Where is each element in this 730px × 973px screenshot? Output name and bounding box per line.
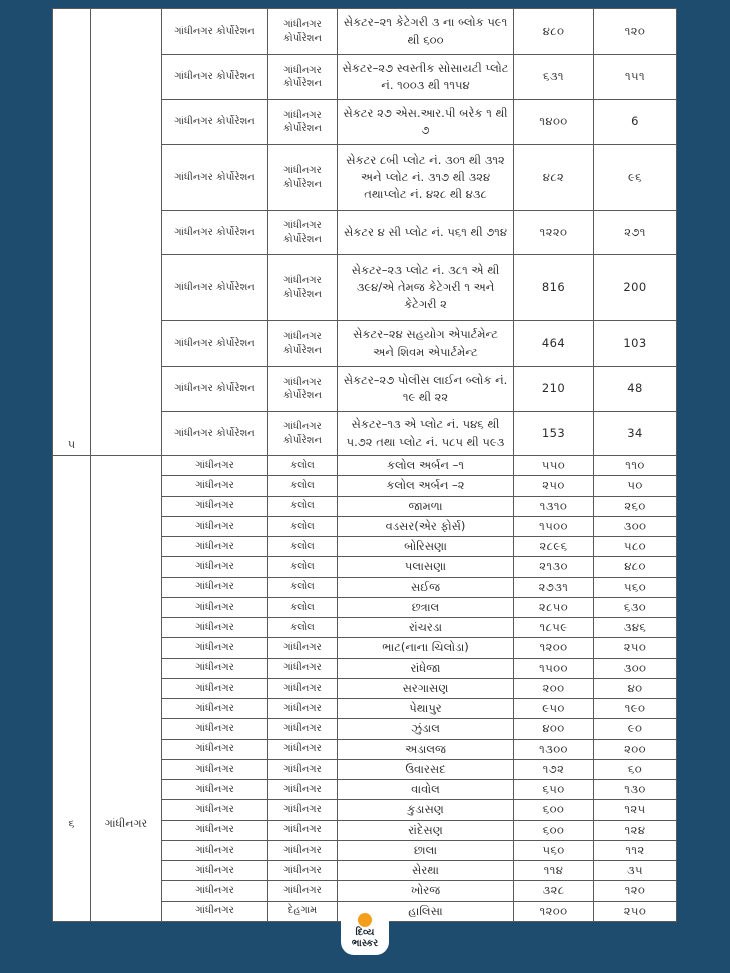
logo-text-line1: દિવ્ય	[355, 926, 375, 938]
value1-cell: ૪૦૦	[514, 719, 594, 739]
subdivision-cell: ગાંધીનગર કોર્પોરેશન	[268, 321, 338, 367]
area-name-cell: ખોરજ	[338, 881, 514, 901]
taluka-cell: ગાંધીનગર	[162, 638, 268, 658]
taluka-cell: ગાંધીનગર	[162, 577, 268, 597]
serial-number-cell: ૫	[53, 9, 91, 456]
area-name-cell: કલોલ અર્બન –૨	[338, 476, 514, 496]
taluka-cell: ગાંધીનગર	[162, 719, 268, 739]
sun-icon	[358, 913, 372, 927]
subdivision-cell: ગાંધીનગર	[268, 881, 338, 901]
table-row	[53, 456, 677, 476]
value1-cell: ૧૨૨૦	[514, 211, 594, 255]
subdivision-cell: કલોલ	[268, 618, 338, 638]
value1-cell: ૨૭૩૧	[514, 577, 594, 597]
value1-cell: ૨૧૩૦	[514, 557, 594, 577]
subdivision-cell: કલોલ	[268, 597, 338, 617]
area-name-cell: છાલા	[338, 840, 514, 860]
taluka-cell: ગાંધીનગર	[162, 820, 268, 840]
taluka-cell: ગાંધીનગર	[162, 840, 268, 860]
taluka-cell: ગાંધીનગર	[162, 739, 268, 759]
taluka-cell: ગાંધીનગર	[162, 557, 268, 577]
area-name-cell: પેથાપુર	[338, 699, 514, 719]
value2-cell: 200	[594, 255, 677, 321]
divya-bhaskar-logo	[341, 907, 389, 955]
area-name-cell: સેકટર–૧૩ એ પ્લોટ નં. પ૪૬ થી પ.૭૨ તથા પ્લોટ નં. પ૮પ થી પ૯૩	[338, 412, 514, 456]
serial-number-cell: ૬	[53, 456, 91, 922]
value1-cell: ૧૪૦૦	[514, 100, 594, 145]
value2-cell: ૧૧૨	[594, 840, 677, 860]
value1-cell: ૨૦૦	[514, 678, 594, 698]
subdivision-cell: ગાંધીનગર કોર્પોરેશન	[268, 55, 338, 100]
taluka-cell: ગાંધીનગર	[162, 901, 268, 921]
value2-cell: ૪૦	[594, 678, 677, 698]
value1-cell: ૬૫૦	[514, 780, 594, 800]
taluka-cell: ગાંધીનગર	[162, 658, 268, 678]
taluka-cell: ગાંધીનગર	[162, 759, 268, 779]
value1-cell: ૧૨૦૦	[514, 901, 594, 921]
value2-cell: ૬૩૦	[594, 597, 677, 617]
area-name-cell: જામળા	[338, 496, 514, 516]
subdivision-cell: ગાંધીનગર	[268, 861, 338, 881]
value1-cell: ૧૩૧૦	[514, 496, 594, 516]
value2-cell: 6	[594, 100, 677, 145]
value2-cell: ૪૮૦	[594, 557, 677, 577]
subdivision-cell: કલોલ	[268, 496, 338, 516]
value1-cell: ૧૫૦૦	[514, 658, 594, 678]
value1-cell: ૧૨૦૦	[514, 638, 594, 658]
value2-cell: ૯૦	[594, 719, 677, 739]
subdivision-cell: કલોલ	[268, 456, 338, 476]
value2-cell: 48	[594, 367, 677, 412]
value1-cell: ૧૮૫૯	[514, 618, 594, 638]
value2-cell: 103	[594, 321, 677, 367]
area-name-cell: સેકટર–૨૪ સહયોગ એપાર્ટમેન્ટ અને શિવમ એપાર્ટમેન્ટ	[338, 321, 514, 367]
value1-cell: ૧૭૨	[514, 759, 594, 779]
value1-cell: ૩૨૮	[514, 881, 594, 901]
taluka-cell: ગાંધીનગર	[162, 800, 268, 820]
table-document	[52, 8, 677, 922]
value2-cell: ૫૮૦	[594, 537, 677, 557]
subdivision-cell: ગાંધીનગર	[268, 638, 338, 658]
area-name-cell: અડાલજ	[338, 739, 514, 759]
subdivision-cell: ગાંધીનગર કોર્પોરેશન	[268, 367, 338, 412]
area-name-cell: સરગાસણ	[338, 678, 514, 698]
taluka-cell: ગાંધીનગર કોર્પોરેશન	[162, 321, 268, 367]
value2-cell: ૨૫૦	[594, 638, 677, 658]
value1-cell: ૪૮૦	[514, 9, 594, 55]
area-name-cell: વડસર(એર ફોર્સ)	[338, 516, 514, 536]
subdivision-cell: ગાંધીનગર	[268, 780, 338, 800]
taluka-cell: ગાંધીનગર કોર્પોરેશન	[162, 211, 268, 255]
area-name-cell: કલોલ અર્બન –૧	[338, 456, 514, 476]
taluka-cell: ગાંધીનગર	[162, 476, 268, 496]
value2-cell: ૨૬૦	[594, 496, 677, 516]
value2-cell: ૧૨૦	[594, 9, 677, 55]
area-name-cell: રાંદેસણ	[338, 820, 514, 840]
subdivision-cell: ગાંધીનગર	[268, 840, 338, 860]
taluka-cell: ગાંધીનગર કોર્પોરેશન	[162, 9, 268, 55]
taluka-cell: ગાંધીનગર કોર્પોરેશન	[162, 367, 268, 412]
value1-cell: 464	[514, 321, 594, 367]
value2-cell: ૧૧૦	[594, 456, 677, 476]
area-name-cell: રાંચરડા	[338, 618, 514, 638]
area-name-cell: કુડાસણ	[338, 800, 514, 820]
taluka-cell: ગાંધીનગર કોર્પોરેશન	[162, 412, 268, 456]
value1-cell: ૪૮૨	[514, 145, 594, 211]
area-name-cell: ભાટ(નાના ચિલોડા)	[338, 638, 514, 658]
value2-cell: ૧૨૪	[594, 820, 677, 840]
subdivision-cell: ગાંધીનગર	[268, 759, 338, 779]
district-cell	[91, 9, 162, 456]
taluka-cell: ગાંધીનગર	[162, 699, 268, 719]
area-name-cell: સેકટર ૮બી પ્લોટ નં. ૩૦૧ થી ૩૧૨ અને પ્લોટ નં. ૩૧૭ થી ૩૨૪ તથાપ્લોટ નં. ૪૨૮ થી ૪૩૮	[338, 145, 514, 211]
taluka-cell: ગાંધીનગર	[162, 678, 268, 698]
value1-cell: ૫૬૦	[514, 840, 594, 860]
value1-cell: ૬૩૧	[514, 55, 594, 100]
value1-cell: ૧૧૪	[514, 861, 594, 881]
taluka-cell: ગાંધીનગર	[162, 496, 268, 516]
area-name-cell: બોરિસણા	[338, 537, 514, 557]
value2-cell: ૫૦	[594, 476, 677, 496]
area-name-cell: પલાસણા	[338, 557, 514, 577]
value2-cell: ૩૪૬	[594, 618, 677, 638]
area-name-cell: ઉવારસદ	[338, 759, 514, 779]
subdivision-cell: ગાંધીનગર	[268, 658, 338, 678]
area-name-cell: સેકટર–૨૧ કેટેગરી ૩ ના બ્લોક પ૯૧ થી ૬૦૦	[338, 9, 514, 55]
area-name-cell: સેકટર ૪ સી પ્લોટ નં. પ૬૧ થી ૭૧૪	[338, 211, 514, 255]
value2-cell: ૯૬	[594, 145, 677, 211]
subdivision-cell: ગાંધીનગર કોર્પોરેશન	[268, 9, 338, 55]
value1-cell: 153	[514, 412, 594, 456]
area-name-cell: સેકટર–૨૭ સ્વસ્તીક સોસાયટી પ્લોટ નં. ૧૦૦૩ થી ૧૧૫૪	[338, 55, 514, 100]
value1-cell: ૨૮૯૬	[514, 537, 594, 557]
value2-cell: ૧૫૧	[594, 55, 677, 100]
area-name-cell: સેકટર–૨૩ પ્લોટ નં. ૩૮૧ એ થી ૩૯૪/એ તેમજ કેટેગરી ૧ અને કેટેગરી ૨	[338, 255, 514, 321]
area-name-cell: સઈજ	[338, 577, 514, 597]
data-table	[52, 8, 677, 922]
subdivision-cell: કલોલ	[268, 516, 338, 536]
value2-cell: ૩૫	[594, 861, 677, 881]
subdivision-cell: ગાંધીનગર	[268, 678, 338, 698]
area-name-cell: સેરથા	[338, 861, 514, 881]
subdivision-cell: ગાંધીનગર કોર્પોરેશન	[268, 255, 338, 321]
value2-cell: ૧૯૦	[594, 699, 677, 719]
value1-cell: ૬૦૦	[514, 800, 594, 820]
subdivision-cell: ગાંધીનગર	[268, 820, 338, 840]
district-cell: ગાંધીનગર	[91, 456, 162, 922]
value1-cell: 210	[514, 367, 594, 412]
value2-cell: ૨૭૧	[594, 211, 677, 255]
value2-cell: ૩૦૦	[594, 516, 677, 536]
value1-cell: ૯૫૦	[514, 699, 594, 719]
value2-cell: ૧૨૦	[594, 881, 677, 901]
area-name-cell: રાંધેજા	[338, 658, 514, 678]
taluka-cell: ગાંધીનગર	[162, 881, 268, 901]
taluka-cell: ગાંધીનગર	[162, 780, 268, 800]
subdivision-cell: ગાંધીનગર કોર્પોરેશન	[268, 412, 338, 456]
taluka-cell: ગાંધીનગર કોર્પોરેશન	[162, 55, 268, 100]
area-name-cell: વાવોલ	[338, 780, 514, 800]
value1-cell: 816	[514, 255, 594, 321]
subdivision-cell: ગાંધીનગર	[268, 739, 338, 759]
taluka-cell: ગાંધીનગર	[162, 456, 268, 476]
value2-cell: ૨૦૦	[594, 739, 677, 759]
subdivision-cell: ગાંધીનગર કોર્પોરેશન	[268, 100, 338, 145]
taluka-cell: ગાંધીનગર કોર્પોરેશન	[162, 255, 268, 321]
area-name-cell: હાલિસા	[338, 901, 514, 921]
taluka-cell: ગાંધીનગર	[162, 537, 268, 557]
taluka-cell: ગાંધીનગર	[162, 618, 268, 638]
area-name-cell: સેકટર–૨૭ પોલીસ લાઈન બ્લોક નં. ૧૯ થી ૨૨	[338, 367, 514, 412]
area-name-cell: છત્રાલ	[338, 597, 514, 617]
taluka-cell: ગાંધીનગર	[162, 516, 268, 536]
taluka-cell: ગાંધીનગર કોર્પોરેશન	[162, 145, 268, 211]
value1-cell: ૧૫૦૦	[514, 516, 594, 536]
subdivision-cell: કલોલ	[268, 577, 338, 597]
subdivision-cell: દેહગામ	[268, 901, 338, 921]
value1-cell: ૨૫૦	[514, 476, 594, 496]
logo-text	[352, 928, 378, 949]
area-name-cell: ઝુંડાલ	[338, 719, 514, 739]
table-row	[53, 9, 677, 55]
subdivision-cell: ગાંધીનગર કોર્પોરેશન	[268, 211, 338, 255]
value2-cell: ૧૩૦	[594, 780, 677, 800]
value2-cell: ૧૨૫	[594, 800, 677, 820]
area-name-cell: સેકટર ૨૭ એસ.આર.પી બરેક ૧ થી ૭	[338, 100, 514, 145]
subdivision-cell: ગાંધીનગર	[268, 800, 338, 820]
value2-cell: ૬૦	[594, 759, 677, 779]
value2-cell: ૨૫૦	[594, 901, 677, 921]
subdivision-cell: કલોલ	[268, 537, 338, 557]
value2-cell: 34	[594, 412, 677, 456]
value1-cell: ૨૮૫૦	[514, 597, 594, 617]
taluka-cell: ગાંધીનગર	[162, 861, 268, 881]
value1-cell: ૧૩૦૦	[514, 739, 594, 759]
subdivision-cell: ગાંધીનગર	[268, 719, 338, 739]
subdivision-cell: કલોલ	[268, 557, 338, 577]
value2-cell: ૩૦૦	[594, 658, 677, 678]
value1-cell: ૫૫૦	[514, 456, 594, 476]
taluka-cell: ગાંધીનગર કોર્પોરેશન	[162, 100, 268, 145]
value1-cell: ૬૦૦	[514, 820, 594, 840]
subdivision-cell: કલોલ	[268, 476, 338, 496]
subdivision-cell: ગાંધીનગર	[268, 699, 338, 719]
subdivision-cell: ગાંધીનગર કોર્પોરેશન	[268, 145, 338, 211]
taluka-cell: ગાંધીનગર	[162, 597, 268, 617]
logo-text-line2: ભાસ્કર	[351, 937, 379, 949]
value2-cell: ૫૬૦	[594, 577, 677, 597]
